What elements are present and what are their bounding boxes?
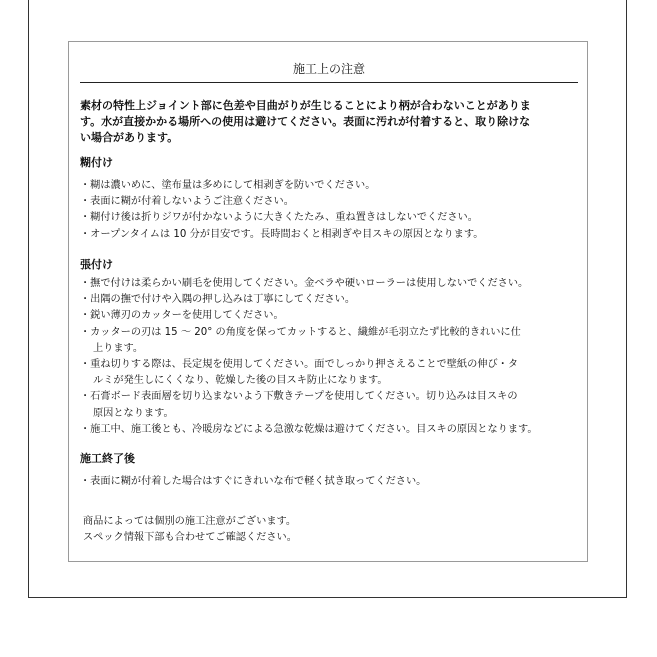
intro-line: す。水が直接かかる場所への使用は避けてください。表面に汚れが付着すると、取り除けな xyxy=(80,115,531,128)
list-item: ・重ね切りする際は、長定規を使用してください。面でしっかり押さえることで壁紙の伸び・タ xyxy=(80,359,519,371)
footer-note xyxy=(83,514,297,546)
note-line: 商品によっては個別の施工注意がございます。 xyxy=(83,516,297,527)
gluing-list xyxy=(80,178,585,243)
list-item: ・出隅の撫で付けや入隅の押し込みは丁寧にしてください。 xyxy=(80,294,356,306)
note-line: スペック情報下部も合わせてご確認ください。 xyxy=(83,532,297,543)
after-list xyxy=(80,474,585,490)
section-heading-gluing: 糊付け xyxy=(80,156,113,169)
list-item: ・カッターの刃は 15 ～ 20° の角度を保ってカットすると、繊維が毛羽立たず比較的きれいに仕 xyxy=(80,326,521,338)
intro-line: い場合があります。 xyxy=(80,131,179,144)
list-item: ・鋭い薄刃のカッターを使用してください。 xyxy=(80,310,284,322)
list-item: ・糊は濃いめに、塗布量は多めにして相剥ぎを防いでください。 xyxy=(80,180,376,191)
list-item: ・糊付け後は折りジワが付かないように大きくたたみ、重ね置きはしないでください。 xyxy=(80,212,478,224)
intro-line: 素材の特性上ジョイント部に色差や目曲がりが生じることにより柄が合わないことがありま xyxy=(80,99,531,112)
section-heading-after: 施工終了後 xyxy=(80,452,135,465)
title-divider xyxy=(80,82,578,83)
list-item: ・石膏ボード表面層を切り込まないよう下敷きテープを使用してください。切り込みは目スキの xyxy=(80,391,518,403)
list-item: ・表面に糊が付着しないようご注意ください。 xyxy=(80,196,294,208)
hanging-list xyxy=(80,276,585,438)
list-item: ・撫で付けは柔らかい刷毛を使用してください。金ベラや硬いローラーは使用しないでください。 xyxy=(80,278,529,289)
list-item-continuation: 上ります。 xyxy=(93,342,144,354)
list-item-continuation: 原因となります。 xyxy=(93,407,174,419)
list-item-continuation: ルミが発生しにくくなり、乾燥した後の目スキ防止になります。 xyxy=(93,375,388,387)
list-item: ・表面に糊が付着した場合はすぐにきれいな布で軽く拭き取ってください。 xyxy=(80,476,427,487)
intro-paragraph xyxy=(80,98,580,146)
page-title: 施工上の注意 xyxy=(292,62,365,76)
section-heading-hanging: 張付け xyxy=(80,258,113,271)
list-item: ・施工中、施工後とも、冷暖房などによる急激な乾燥は避けてください。目スキの原因となります。 xyxy=(80,423,538,435)
list-item: ・オープンタイムは 10 分が目安です。長時間おくと相剥ぎや目スキの原因となります。 xyxy=(80,228,484,240)
